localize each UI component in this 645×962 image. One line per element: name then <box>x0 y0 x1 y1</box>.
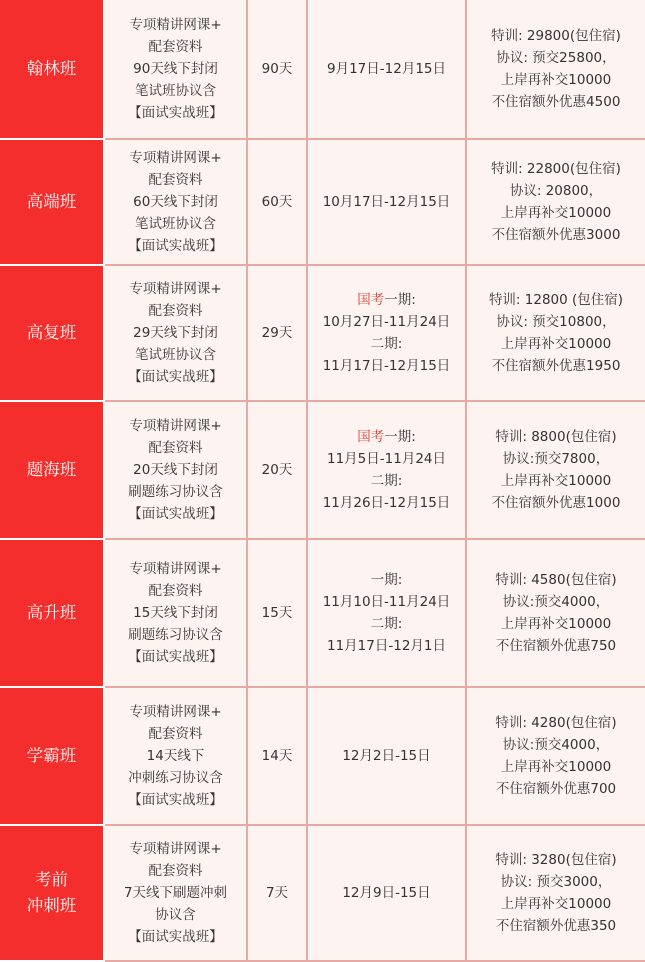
price-line: 不住宿额外优惠750 <box>495 638 617 654</box>
content-cell <box>105 140 248 266</box>
content-line: 冲刺练习协议含 <box>128 770 223 786</box>
content-line: 笔试班协议含 <box>135 216 216 232</box>
schedule-cell <box>308 402 467 540</box>
days-cell <box>248 266 308 402</box>
price-line: 特训: 29800(包住宿) <box>491 28 621 44</box>
days-value: 29天 <box>261 325 293 341</box>
content-line: 专项精讲网课+ <box>129 17 222 33</box>
days-value: 90天 <box>261 61 293 77</box>
content-line: 20天线下封闭 <box>133 462 218 478</box>
price-line: 上岸再补交10000 <box>500 896 612 912</box>
schedule-line <box>357 289 416 311</box>
highlight-label: 国考 <box>357 292 385 308</box>
class-name-cell <box>0 688 105 826</box>
content-line: 专项精讲网课+ <box>129 281 222 297</box>
price-cell <box>467 140 645 266</box>
class-name: 题海班 <box>26 460 77 479</box>
days-cell <box>248 0 308 140</box>
schedule-line: 10月27日-11月24日 <box>322 314 451 330</box>
content-line: 配套资料 <box>148 726 203 742</box>
content-line: 配套资料 <box>148 440 203 456</box>
days-cell <box>248 540 308 688</box>
price-line: 不住宿额外优惠350 <box>495 918 617 934</box>
content-line: 14天线下 <box>146 748 205 764</box>
price-line: 不住宿额外优惠1000 <box>491 495 621 511</box>
price-line: 上岸再补交10000 <box>500 72 612 88</box>
price-line: 协议: 20800， <box>509 183 603 199</box>
class-name-cell <box>0 402 105 540</box>
content-line: 【面试实战班】 <box>128 929 223 945</box>
content-line: 专项精讲网课+ <box>129 704 222 720</box>
price-cell <box>467 402 645 540</box>
price-line: 特训: 4580(包住宿) <box>495 572 617 588</box>
days-value: 20天 <box>261 462 293 478</box>
price-line: 特训: 3280(包住宿) <box>495 852 617 868</box>
content-line: 配套资料 <box>148 583 203 599</box>
content-line: 刷题练习协议含 <box>128 627 223 643</box>
price-line: 不住宿额外优惠3000 <box>491 227 621 243</box>
schedule-line: 二期: <box>370 473 403 489</box>
price-line: 协议: 预交25800， <box>496 50 616 66</box>
content-line: 协议含 <box>155 907 196 923</box>
class-name-cell <box>0 540 105 688</box>
schedule-cell <box>308 826 467 962</box>
class-name: 冲刺班 <box>26 896 77 915</box>
content-line: 60天线下封闭 <box>133 194 218 210</box>
schedule-line <box>357 426 416 448</box>
price-line: 上岸再补交10000 <box>500 616 612 632</box>
class-name-cell <box>0 140 105 266</box>
content-line: 笔试班协议含 <box>135 347 216 363</box>
schedule-line: 11月17日-12月1日 <box>327 638 446 654</box>
class-name: 学霸班 <box>26 746 77 765</box>
class-name-cell <box>0 0 105 140</box>
price-cell <box>467 266 645 402</box>
class-name: 考前 <box>35 870 68 889</box>
days-cell <box>248 402 308 540</box>
class-name-cell <box>0 826 105 962</box>
content-line: 【面试实战班】 <box>128 506 223 522</box>
content-line: 专项精讲网课+ <box>129 841 222 857</box>
content-line: 15天线下封闭 <box>133 605 218 621</box>
days-cell <box>248 140 308 266</box>
price-cell <box>467 0 645 140</box>
content-line: 专项精讲网课+ <box>129 418 222 434</box>
schedule-cell <box>308 140 467 266</box>
schedule-cell <box>308 540 467 688</box>
days-cell <box>248 688 308 826</box>
content-line: 专项精讲网课+ <box>129 561 222 577</box>
schedule-line: 11月5日-11月24日 <box>327 451 446 467</box>
price-line: 不住宿额外优惠1950 <box>491 358 621 374</box>
content-line: 【面试实战班】 <box>128 649 223 665</box>
content-line: 【面试实战班】 <box>128 238 223 254</box>
price-line: 协议: 预交10800， <box>496 314 616 330</box>
schedule-text: 一期: <box>384 292 416 308</box>
price-line: 上岸再补交10000 <box>500 336 612 352</box>
schedule-line: 12月9日-15日 <box>342 885 431 901</box>
class-name: 高升班 <box>26 603 77 622</box>
content-line: 专项精讲网课+ <box>129 150 222 166</box>
price-line: 不住宿额外优惠700 <box>495 781 617 797</box>
price-cell <box>467 688 645 826</box>
schedule-line: 二期: <box>370 616 403 632</box>
schedule-line: 11月17日-12月15日 <box>322 358 451 374</box>
price-line: 特训: 4280(包住宿) <box>495 715 617 731</box>
price-line: 上岸再补交10000 <box>500 759 612 775</box>
class-name-cell <box>0 266 105 402</box>
schedule-cell <box>308 266 467 402</box>
price-line: 特训: 22800(包住宿) <box>491 161 621 177</box>
price-line: 协议:预交4000， <box>502 737 610 753</box>
price-line: 上岸再补交10000 <box>500 473 612 489</box>
price-line: 协议:预交7800， <box>502 451 610 467</box>
content-line: 笔试班协议含 <box>135 83 216 99</box>
highlight-label: 国考 <box>357 429 385 445</box>
schedule-line: 12月2日-15日 <box>342 748 431 764</box>
content-cell <box>105 688 248 826</box>
content-cell <box>105 826 248 962</box>
content-line: 【面试实战班】 <box>128 792 223 808</box>
schedule-line: 二期: <box>370 336 403 352</box>
days-value: 15天 <box>261 605 293 621</box>
price-cell <box>467 826 645 962</box>
price-line: 不住宿额外优惠4500 <box>491 94 621 110</box>
content-line: 配套资料 <box>148 303 203 319</box>
schedule-line: 一期: <box>370 572 403 588</box>
price-line: 特训: 8800(包住宿) <box>495 429 617 445</box>
price-line: 协议: 预交3000， <box>500 874 612 890</box>
class-name: 高复班 <box>26 323 77 342</box>
schedule-cell <box>308 688 467 826</box>
schedule-line: 11月26日-12月15日 <box>322 495 451 511</box>
price-cell <box>467 540 645 688</box>
days-value: 14天 <box>261 748 293 764</box>
content-line: 7天线下刷题冲刺 <box>123 885 228 901</box>
content-line: 29天线下封闭 <box>133 325 218 341</box>
content-line: 90天线下封闭 <box>133 61 218 77</box>
content-line: 配套资料 <box>148 863 203 879</box>
content-cell <box>105 540 248 688</box>
days-value: 60天 <box>261 194 293 210</box>
content-line: 配套资料 <box>148 39 203 55</box>
class-name: 翰林班 <box>26 59 77 78</box>
schedule-cell <box>308 0 467 140</box>
content-line: 刷题练习协议含 <box>128 484 223 500</box>
content-line: 【面试实战班】 <box>128 369 223 385</box>
schedule-line: 11月10日-11月24日 <box>322 594 451 610</box>
content-line: 配套资料 <box>148 172 203 188</box>
content-cell <box>105 402 248 540</box>
class-name: 高端班 <box>26 192 77 211</box>
schedule-text: 一期: <box>384 429 416 445</box>
days-cell <box>248 826 308 962</box>
price-line: 上岸再补交10000 <box>500 205 612 221</box>
days-value: 7天 <box>265 885 289 901</box>
content-cell <box>105 266 248 402</box>
content-line: 【面试实战班】 <box>128 105 223 121</box>
content-cell <box>105 0 248 140</box>
schedule-line: 10月17日-12月15日 <box>322 194 451 210</box>
price-line: 特训: 12800 (包住宿) <box>488 292 624 308</box>
price-line: 协议:预交4000， <box>502 594 610 610</box>
schedule-line: 9月17日-12月15日 <box>327 61 446 77</box>
